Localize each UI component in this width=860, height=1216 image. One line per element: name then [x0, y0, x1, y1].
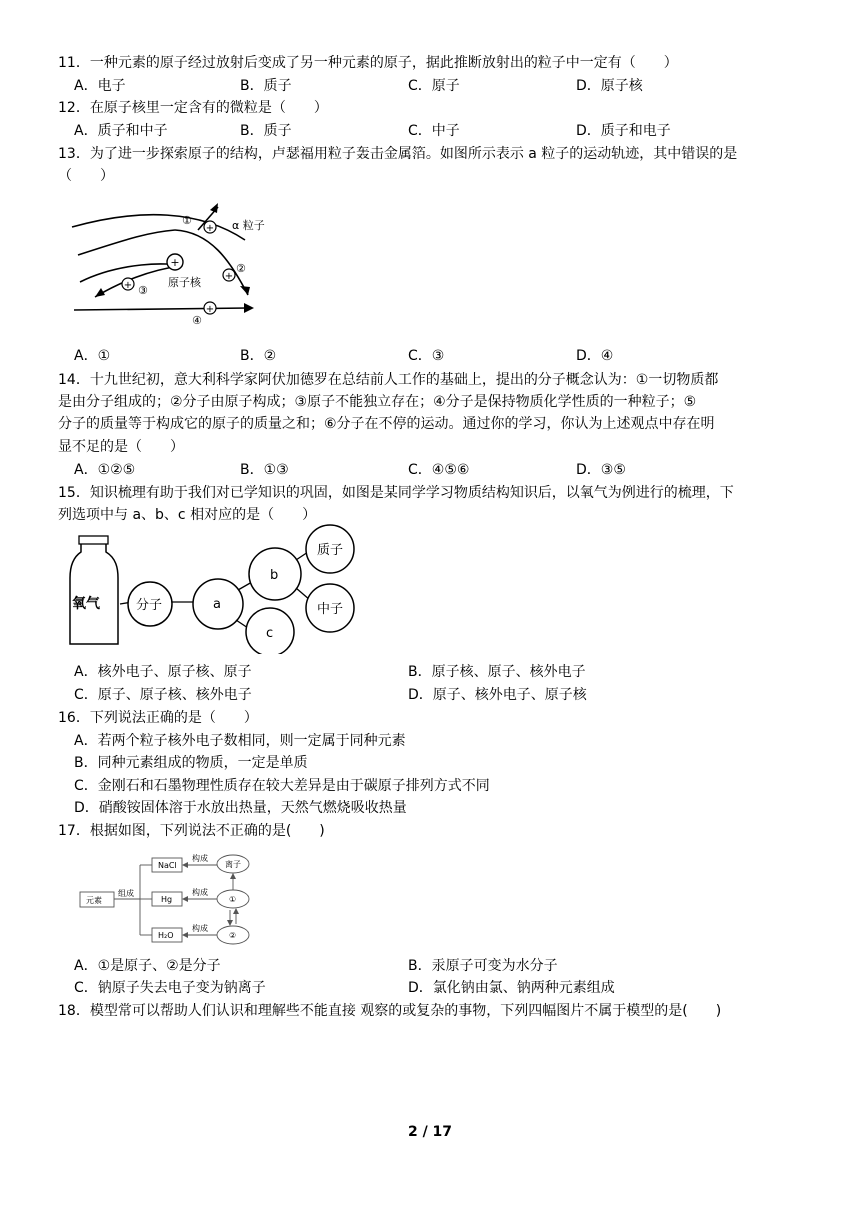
ion-label: 离子: [225, 860, 241, 869]
q11-stem: 11．一种元素的原子经过放射后变成了另一种元素的原子，据此推断放射出的粒子中一定有（ ）: [58, 55, 678, 71]
q11-option-c: C．原子: [408, 78, 460, 94]
compose-label: 组成: [118, 889, 134, 898]
marker-1-label: ①: [229, 895, 237, 904]
oxygen-structure-figure: [68, 524, 368, 654]
q14-stem-2: 是由分子组成的；②分子由原子构成；③原子不能独立存在；④分子是保持物质化学性质的一种粒子；⑤: [58, 394, 697, 410]
marker-2-label: ②: [229, 931, 237, 940]
label-a: a: [213, 597, 221, 612]
page-number: 2 / 17: [407, 1124, 453, 1140]
q17-option-c: C．钠原子失去电子变为钠离子: [74, 980, 266, 996]
q16-stem: 16．下列说法正确的是（ ）: [58, 710, 258, 726]
marker-3: ③: [138, 284, 148, 297]
element-structure-figure: [78, 850, 268, 950]
element-box-label: 元素: [86, 896, 102, 905]
q13-stem-cont: （ ）: [58, 168, 114, 184]
h2o-label: H₂O: [158, 931, 174, 940]
q13-option-c: C．③: [408, 348, 445, 364]
q14-stem-4: 显不足的是（ ）: [58, 439, 184, 455]
q12-option-a: A．质子和中子: [74, 123, 168, 139]
q16-option-c: C．金刚石和石墨物理性质存在较大差异是由于碳原子排列方式不同: [74, 778, 490, 794]
q14-option-d: D．③⑤: [576, 462, 626, 478]
q12-option-c: C．中子: [408, 123, 460, 139]
q15-stem-1: 15．知识梳理有助于我们对已学知识的巩固，如图是某同学学习物质结构知识后，以氧气为例进行的梳理，下: [58, 485, 734, 501]
q16-option-b: B．同种元素组成的物质，一定是单质: [74, 755, 308, 771]
q13-option-b: B．②: [240, 348, 277, 364]
q14-option-b: B．①③: [240, 462, 289, 478]
q11-option-d: D．原子核: [576, 78, 643, 94]
q18-stem: 18．模型常可以帮助人们认识和理解些不能直接 观察的或复杂的事物，下列四幅图片不属于模型的是( ): [58, 1003, 722, 1019]
q15-option-a: A．核外电子、原子核、原子: [74, 664, 252, 680]
q17-option-a: A．①是原子、②是分子: [74, 958, 221, 974]
hg-label: Hg: [161, 895, 173, 904]
construct-label-1: 构成: [192, 854, 208, 863]
marker-1: ①: [182, 214, 192, 227]
neutron-label: 中子: [317, 602, 344, 617]
q15-option-d: D．原子、核外电子、原子核: [408, 687, 587, 703]
q12-option-d: D．质子和电子: [576, 123, 671, 139]
marker-4: ④: [192, 314, 202, 327]
rutherford-figure: [70, 200, 270, 335]
proton-label: 质子: [317, 543, 344, 558]
q14-option-a: A．①②⑤: [74, 462, 136, 478]
q17-option-b: B．汞原子可变为水分子: [408, 958, 558, 974]
nacl-label: NaCl: [158, 861, 177, 870]
q14-stem-1: 14．十九世纪初，意大利科学家阿伏加德罗在总结前人工作的基础上，提出的分子概念认为：①一切物质都: [58, 372, 719, 388]
q14-stem-3: 分子的质量等于构成它的原子的质量之和；⑥分子在不停的运动。通过你的学习，你认为上述观点中存在明: [58, 416, 715, 432]
q16-option-a: A．若两个粒子核外电子数相同，则一定属于同种元素: [74, 733, 406, 749]
q13-option-a: A．①: [74, 348, 111, 364]
q15-option-b: B．原子核、原子、核外电子: [408, 664, 586, 680]
marker-2: ②: [236, 262, 246, 275]
alpha-plus-2: +: [224, 271, 234, 282]
alpha-plus-3: +: [123, 280, 133, 291]
construct-label-2: 构成: [192, 888, 208, 897]
q15-stem-2: 列选项中与 a、b、c 相对应的是（ ）: [58, 507, 317, 523]
q17-stem: 17．根据如图，下列说法不正确的是( ): [58, 823, 325, 839]
nucleus-plus: +: [170, 256, 180, 269]
construct-label-3: 构成: [192, 924, 208, 933]
alpha-plus-1: +: [205, 223, 215, 234]
label-b: b: [270, 568, 279, 583]
q12-option-b: B．质子: [240, 123, 292, 139]
q11-option-b: B．质子: [240, 78, 292, 94]
bottle-label: 氧气: [72, 596, 100, 612]
label-c: c: [266, 626, 274, 641]
alpha-plus-4: +: [205, 304, 215, 315]
alpha-label: α 粒子: [232, 219, 265, 232]
nucleus-label: 原子核: [168, 276, 201, 289]
q13-stem: 13．为了进一步探索原子的结构，卢瑟福用粒子轰击金属箔。如图所示表示 a 粒子的运动轨迹，其中错误的是: [58, 146, 738, 162]
molecule-label: 分子: [136, 598, 163, 613]
q13-option-d: D．④: [576, 348, 614, 364]
oxygen-bottle: [70, 542, 118, 644]
q12-stem: 12．在原子核里一定含有的微粒是（ ）: [58, 100, 328, 116]
q14-option-c: C．④⑤⑥: [408, 462, 470, 478]
q11-option-a: A．电子: [74, 78, 126, 94]
q17-option-d: D．氯化钠由氯、钠两种元素组成: [408, 980, 615, 996]
q16-option-d: D．硝酸铵固体溶于水放出热量，天然气燃烧吸收热量: [74, 800, 407, 816]
q15-option-c: C．原子、原子核、核外电子: [74, 687, 252, 703]
